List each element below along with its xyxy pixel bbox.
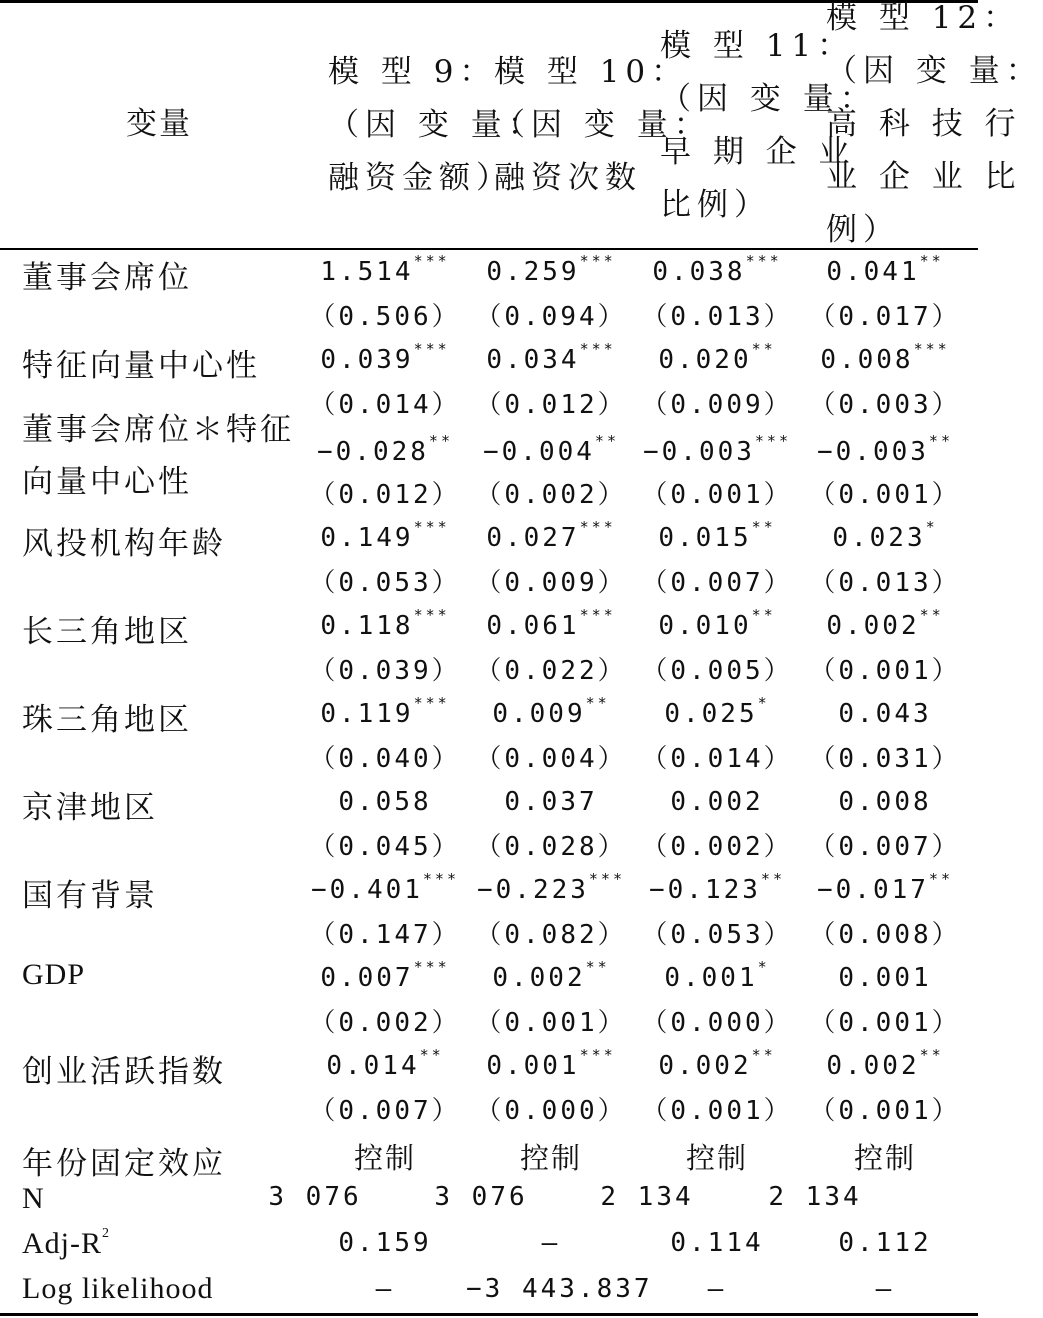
coef-cell <box>466 432 636 467</box>
std-error-cell: （0.022） <box>475 656 627 686</box>
coef-value: −0.017 <box>817 875 929 905</box>
coef-cell <box>800 694 970 729</box>
row-label: 董事会席位 <box>22 260 192 296</box>
significance-stars: *** <box>579 518 616 536</box>
coef-cell <box>800 958 970 993</box>
coef-value: 0.002 <box>670 787 764 817</box>
std-error-cell: （0.009） <box>641 390 793 420</box>
coef-cell <box>632 518 802 553</box>
coef-cell <box>632 782 802 817</box>
std-error-cell: （0.082） <box>475 920 627 950</box>
std-error-cell: （0.005） <box>641 656 793 686</box>
std-error-cell: （0.007） <box>809 832 961 862</box>
header-line: （因 变 量： <box>328 107 545 143</box>
coef-value: 0.037 <box>504 787 598 817</box>
coef-cell <box>632 870 802 905</box>
std-error-cell: （0.001） <box>809 1096 961 1126</box>
log-likelihood-cell: — <box>875 1274 895 1304</box>
coef-cell <box>632 694 802 729</box>
adj-r2-cell: 0.114 <box>670 1228 764 1258</box>
row-label: Log likelihood <box>22 1272 214 1305</box>
adj-r-superscript: 2 <box>102 1226 110 1241</box>
header-model-12 <box>826 0 1043 257</box>
significance-stars: *** <box>579 1046 616 1064</box>
coef-cell <box>300 782 470 817</box>
coef-cell <box>300 1046 470 1081</box>
significance-stars: *** <box>422 870 459 888</box>
coef-cell <box>800 252 970 287</box>
coef-value: 0.058 <box>338 787 432 817</box>
std-error-cell: （0.012） <box>475 390 627 420</box>
std-error-cell: （0.000） <box>641 1008 793 1038</box>
coef-cell <box>800 518 970 553</box>
significance-stars: *** <box>413 958 450 976</box>
coef-value: −0.003 <box>817 437 929 467</box>
significance-stars: ** <box>751 1046 776 1064</box>
significance-stars: ** <box>428 432 453 450</box>
std-error-cell: （0.009） <box>475 568 627 598</box>
significance-stars: *** <box>579 606 616 624</box>
bottom-rule <box>0 1313 978 1316</box>
coef-cell <box>632 958 802 993</box>
fixed-effect-cell: 控制 <box>853 1141 916 1175</box>
significance-stars: ** <box>760 870 785 888</box>
std-error-cell: （0.012） <box>309 480 461 510</box>
row-label <box>22 1226 110 1261</box>
significance-stars: *** <box>579 340 616 358</box>
coef-cell <box>632 606 802 641</box>
header-line: 模 型 11： <box>660 28 855 64</box>
coef-cell <box>800 870 970 905</box>
std-error-cell: （0.001） <box>809 1008 961 1038</box>
coef-value: 0.008 <box>820 345 914 375</box>
n-cell: 3 076 <box>434 1182 528 1212</box>
header-line: （因 变 量： <box>826 53 1043 89</box>
coef-cell <box>800 606 970 641</box>
significance-stars: * <box>757 958 770 976</box>
coef-value: −0.123 <box>649 875 761 905</box>
coef-value: 0.039 <box>320 345 414 375</box>
std-error-cell: （0.001） <box>641 480 793 510</box>
significance-stars: ** <box>751 340 776 358</box>
coef-cell <box>632 432 802 467</box>
row-label: 长三角地区 <box>22 614 192 650</box>
std-error-cell: （0.001） <box>641 1096 793 1126</box>
header-variable: 变量 <box>126 106 192 142</box>
header-model-9 <box>328 46 545 205</box>
n-cell: 2 134 <box>600 1182 694 1212</box>
significance-stars: *** <box>413 518 450 536</box>
header-line: （因 变 量： <box>494 107 711 143</box>
significance-stars: *** <box>413 694 450 712</box>
coef-value: 0.149 <box>320 523 414 553</box>
row-label: GDP <box>22 958 86 991</box>
coef-cell <box>300 518 470 553</box>
coef-cell <box>466 518 636 553</box>
row-label: 国有背景 <box>22 878 158 914</box>
header-line: （因 变 量： <box>660 81 877 117</box>
coef-cell <box>300 340 470 375</box>
std-error-cell: （0.039） <box>309 656 461 686</box>
adj-r-label: Adj-R <box>22 1227 102 1260</box>
std-error-cell: （0.002） <box>475 480 627 510</box>
significance-stars: ** <box>919 606 944 624</box>
std-error-cell: （0.506） <box>309 302 461 332</box>
std-error-cell: （0.014） <box>641 744 793 774</box>
header-line: 模 型 12： <box>826 0 1021 36</box>
coef-value: 1.514 <box>320 257 414 287</box>
header-line: 模 型 9： <box>328 54 497 90</box>
std-error-cell: （0.040） <box>309 744 461 774</box>
std-error-cell: （0.017） <box>809 302 961 332</box>
coef-value: −0.223 <box>476 875 589 905</box>
significance-stars: * <box>757 694 770 712</box>
fixed-effect-cell: 控制 <box>685 1141 748 1175</box>
significance-stars: *** <box>413 340 450 358</box>
significance-stars: * <box>925 518 938 536</box>
coef-value: 0.061 <box>486 611 580 641</box>
n-cell: 3 076 <box>268 1182 362 1212</box>
std-error-cell: （0.147） <box>309 920 461 950</box>
coef-value: 0.002 <box>492 963 586 993</box>
fixed-effect-cell: 控制 <box>353 1141 416 1175</box>
std-error-cell: （0.003） <box>809 390 961 420</box>
n-cell: 2 134 <box>768 1182 862 1212</box>
coef-value: 0.008 <box>838 787 932 817</box>
coef-value: 0.027 <box>486 523 580 553</box>
std-error-cell: （0.014） <box>309 390 461 420</box>
significance-stars: *** <box>754 432 791 450</box>
coef-value: 0.002 <box>826 1051 920 1081</box>
std-error-cell: （0.045） <box>309 832 461 862</box>
coef-value: 0.020 <box>658 345 752 375</box>
significance-stars: *** <box>413 252 450 270</box>
coef-cell <box>632 1046 802 1081</box>
row-label: N <box>22 1182 45 1215</box>
fixed-effect-cell: 控制 <box>519 1141 582 1175</box>
std-error-cell: （0.028） <box>475 832 627 862</box>
coef-cell <box>300 606 470 641</box>
header-line: 业 企 业 比 <box>826 159 1022 195</box>
coef-cell <box>300 694 470 729</box>
significance-stars: ** <box>585 694 610 712</box>
coef-value: 0.041 <box>826 257 920 287</box>
coef-cell <box>466 694 636 729</box>
std-error-cell: （0.000） <box>475 1096 627 1126</box>
significance-stars: ** <box>585 958 610 976</box>
std-error-cell: （0.031） <box>809 744 961 774</box>
log-likelihood-cell: −3 443.837 <box>466 1274 653 1304</box>
row-label: 京津地区 <box>22 790 158 826</box>
std-error-cell: （0.001） <box>475 1008 627 1038</box>
row-label: 年份固定效应 <box>22 1146 226 1182</box>
row-label: 风投机构年龄 <box>22 526 226 562</box>
significance-stars: *** <box>579 252 616 270</box>
coef-cell <box>466 870 636 905</box>
coef-cell <box>466 782 636 817</box>
std-error-cell: （0.002） <box>309 1008 461 1038</box>
coef-value: 0.009 <box>492 699 586 729</box>
coef-cell <box>300 432 470 467</box>
coef-cell <box>800 1046 970 1081</box>
coef-value: 0.002 <box>826 611 920 641</box>
std-error-cell: （0.002） <box>641 832 793 862</box>
row-label: 创业活跃指数 <box>22 1054 226 1090</box>
adj-r2-cell: 0.112 <box>838 1228 932 1258</box>
coef-value: 0.034 <box>486 345 580 375</box>
log-likelihood-cell: — <box>375 1274 395 1304</box>
coef-cell <box>800 340 970 375</box>
row-label: 珠三角地区 <box>22 702 192 738</box>
coef-value: −0.401 <box>310 875 423 905</box>
significance-stars: ** <box>419 1046 444 1064</box>
std-error-cell: （0.007） <box>641 568 793 598</box>
coef-cell <box>466 340 636 375</box>
coef-value: 0.043 <box>838 699 932 729</box>
header-line: 融资次数 <box>494 160 642 196</box>
coef-value: 0.002 <box>658 1051 752 1081</box>
coef-value: 0.023 <box>832 523 926 553</box>
coef-cell <box>800 782 970 817</box>
significance-stars: ** <box>594 432 619 450</box>
significance-stars: ** <box>751 518 776 536</box>
log-likelihood-cell: — <box>707 1274 727 1304</box>
std-error-cell: （0.007） <box>309 1096 461 1126</box>
coef-cell <box>632 252 802 287</box>
std-error-cell: （0.053） <box>641 920 793 950</box>
adj-r2-cell: 0.159 <box>338 1228 432 1258</box>
coef-value: 0.015 <box>658 523 752 553</box>
std-error-cell: （0.008） <box>809 920 961 950</box>
std-error-cell: （0.001） <box>809 480 961 510</box>
coef-value: 0.014 <box>326 1051 420 1081</box>
coef-cell <box>300 958 470 993</box>
coef-cell <box>632 340 802 375</box>
coef-value: −0.003 <box>642 437 755 467</box>
coef-value: 0.010 <box>658 611 752 641</box>
coef-value: 0.007 <box>320 963 414 993</box>
coef-value: 0.119 <box>320 699 414 729</box>
coef-value: −0.028 <box>317 437 429 467</box>
row-label: 特征向量中心性 <box>22 348 260 384</box>
std-error-cell: （0.013） <box>809 568 961 598</box>
std-error-cell: （0.001） <box>809 656 961 686</box>
header-line: 早 期 企 业 <box>660 134 856 170</box>
coef-cell <box>466 958 636 993</box>
std-error-cell: （0.094） <box>475 302 627 332</box>
header-line: 融资金额） <box>328 160 513 196</box>
coef-value: 0.118 <box>320 611 414 641</box>
coef-cell <box>466 606 636 641</box>
significance-stars: *** <box>588 870 625 888</box>
coef-value: −0.004 <box>483 437 595 467</box>
coef-value: 0.259 <box>486 257 580 287</box>
significance-stars: *** <box>745 252 782 270</box>
coef-cell <box>466 252 636 287</box>
coef-value: 0.038 <box>652 257 746 287</box>
std-error-cell: （0.053） <box>309 568 461 598</box>
significance-stars: ** <box>751 606 776 624</box>
coef-cell <box>300 870 470 905</box>
header-model-11 <box>660 20 877 232</box>
header-line: 例） <box>826 212 900 248</box>
significance-stars: ** <box>919 1046 944 1064</box>
coef-cell <box>300 252 470 287</box>
header-line: 高 科 技 行 <box>826 106 1022 142</box>
coef-value: 0.025 <box>664 699 758 729</box>
significance-stars: ** <box>919 252 944 270</box>
header-model-10 <box>494 46 711 205</box>
significance-stars: ** <box>928 870 953 888</box>
coef-cell <box>466 1046 636 1081</box>
coef-value: 0.001 <box>838 963 932 993</box>
significance-stars: *** <box>413 606 450 624</box>
std-error-cell: （0.013） <box>641 302 793 332</box>
significance-stars: ** <box>928 432 953 450</box>
adj-r2-cell: — <box>541 1228 561 1258</box>
coef-value: 0.001 <box>664 963 758 993</box>
header-rule <box>0 248 978 250</box>
std-error-cell: （0.004） <box>475 744 627 774</box>
row-label-cont: 向量中心性 <box>22 464 192 500</box>
header-line: 模 型 10： <box>494 54 689 90</box>
coef-value: 0.001 <box>486 1051 580 1081</box>
row-label: 董事会席位＊特征 <box>22 412 294 448</box>
significance-stars: *** <box>913 340 950 358</box>
coef-cell <box>800 432 970 467</box>
header-line: 比例） <box>660 187 771 223</box>
